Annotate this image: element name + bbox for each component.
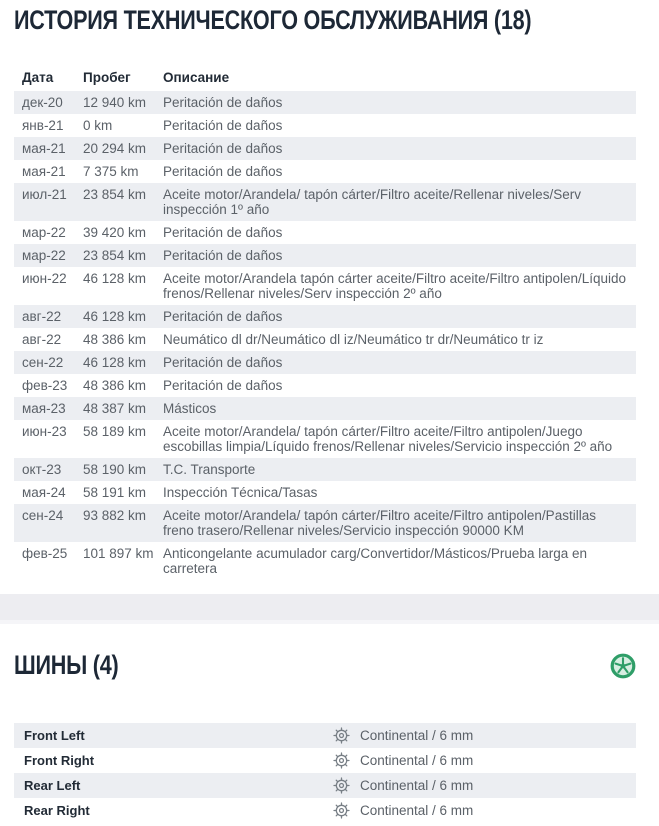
service-date: мая-21	[22, 164, 66, 179]
service-description: Aceite motor/Arandela/ tapón cárter/Filtro aceite/Rellenar niveles/Serv inspección 1º año	[163, 187, 581, 217]
service-date: янв-21	[22, 118, 64, 133]
service-date: авг-22	[22, 332, 62, 347]
gear-icon	[333, 727, 350, 744]
gear-icon	[333, 802, 350, 819]
service-description: Aceite motor/Arandela tapón cárter aceite/Filtro aceite/Filtro antipolen/Líquido frenos/Rellenar niveles/Serv inspección 2º año	[163, 271, 627, 301]
service-description: Peritación de daños	[163, 164, 283, 179]
service-date: дек-20	[22, 95, 63, 110]
service-date: сен-22	[22, 355, 64, 370]
tires-title: ШИНЫ (4)	[14, 650, 119, 680]
service-history-row	[14, 458, 636, 481]
service-date: мар-22	[22, 225, 66, 240]
tire-row	[14, 723, 636, 748]
service-history-section	[0, 5, 659, 580]
service-mileage: 23 854 km	[83, 187, 147, 202]
service-date: июн-23	[22, 424, 67, 439]
service-description: Peritación de daños	[163, 378, 283, 393]
service-history-row	[14, 481, 636, 504]
tire-value-group	[333, 802, 626, 819]
tires-header	[14, 650, 636, 681]
service-description: Peritación de daños	[163, 95, 283, 110]
service-date: мая-21	[22, 141, 66, 156]
service-history-row	[14, 267, 636, 305]
tire-row	[14, 798, 636, 823]
service-history-row	[14, 374, 636, 397]
service-date: авг-22	[22, 309, 62, 324]
service-date: мар-22	[22, 248, 66, 263]
service-mileage: 48 386 km	[83, 378, 147, 393]
service-mileage: 93 882 km	[83, 508, 147, 523]
gear-icon	[333, 777, 350, 794]
tires-section	[0, 650, 659, 823]
service-history-table	[14, 68, 636, 580]
service-mileage: 48 387 km	[83, 401, 147, 416]
service-history-row	[14, 221, 636, 244]
service-description: Aceite motor/Arandela/ tapón cárter/Filtro aceite/Filtro antipolen/Pastillas freno trasero/Rellenar niveles/Servicio inspección 90000 KM	[163, 508, 596, 538]
service-description: T.C. Transporte	[163, 462, 256, 477]
tire-brand-depth: Continental / 6 mm	[360, 803, 474, 818]
service-mileage: 46 128 km	[83, 309, 147, 324]
tire-brand-depth: Continental / 6 mm	[360, 753, 474, 768]
service-date: фев-25	[22, 546, 68, 561]
service-mileage: 46 128 km	[83, 355, 147, 370]
wheel-icon	[610, 653, 636, 679]
column-header-mileage: Пробег	[83, 70, 131, 85]
service-date: июн-22	[22, 271, 67, 286]
service-description: Anticongelante acumulador carg/Convertidor/Másticos/Prueba larga en carretera	[163, 546, 587, 576]
tire-row	[14, 748, 636, 773]
service-description: Peritación de daños	[163, 355, 283, 370]
service-history-row	[14, 244, 636, 267]
service-mileage: 7 375 km	[83, 164, 139, 179]
service-mileage: 20 294 km	[83, 141, 147, 156]
service-description: Neumático dl dr/Neumático dl iz/Neumático tr dr/Neumático tr iz	[163, 332, 544, 347]
service-history-row	[14, 137, 636, 160]
service-history-row	[14, 420, 636, 458]
service-history-row	[14, 397, 636, 420]
service-history-row	[14, 114, 636, 137]
vehicle-report-page	[0, 5, 659, 823]
service-history-row	[14, 351, 636, 374]
service-description: Peritación de daños	[163, 141, 283, 156]
service-mileage: 58 190 km	[83, 462, 147, 477]
service-history-row	[14, 91, 636, 114]
service-date: окт-23	[22, 462, 62, 477]
service-history-row	[14, 305, 636, 328]
service-history-row	[14, 542, 636, 580]
tire-position: Front Left	[24, 728, 85, 743]
service-mileage: 48 386 km	[83, 332, 147, 347]
gear-icon	[333, 752, 350, 769]
service-mileage: 0 km	[83, 118, 113, 133]
column-header-description: Описание	[163, 70, 230, 85]
service-description: Peritación de daños	[163, 225, 283, 240]
service-history-row	[14, 160, 636, 183]
service-history-row	[14, 504, 636, 542]
service-history-title: ИСТОРИЯ ТЕХНИЧЕСКОГО ОБСЛУЖИВАНИЯ (18)	[14, 5, 532, 35]
tire-row	[14, 773, 636, 798]
tire-position: Rear Right	[24, 803, 90, 818]
service-description: Másticos	[163, 401, 217, 416]
service-description: Peritación de daños	[163, 118, 283, 133]
service-date: сен-24	[22, 508, 64, 523]
service-description: Peritación de daños	[163, 248, 283, 263]
tire-position: Front Right	[24, 753, 95, 768]
service-history-table-body	[14, 91, 636, 580]
tire-value-group	[333, 752, 626, 769]
service-history-column-headers	[14, 68, 636, 91]
service-mileage: 58 191 km	[83, 485, 147, 500]
service-description: Aceite motor/Arandela/ tapón cárter/Filtro aceite/Filtro antipolen/Juego escobillas limpia/Líquido frenos/Rellenar niveles/Servicio inspección 2º año	[163, 424, 613, 454]
service-mileage: 58 189 km	[83, 424, 147, 439]
tire-brand-depth: Continental / 6 mm	[360, 728, 474, 743]
service-mileage: 46 128 km	[83, 271, 147, 286]
tire-value-group	[333, 727, 626, 744]
tire-position: Rear Left	[24, 778, 81, 793]
service-date: июл-21	[22, 187, 67, 202]
tire-value-group	[333, 777, 626, 794]
service-date: фев-23	[22, 378, 68, 393]
service-date: мая-23	[22, 401, 66, 416]
service-history-row	[14, 183, 636, 221]
service-mileage: 23 854 km	[83, 248, 147, 263]
service-description: Inspección Técnica/Tasas	[163, 485, 318, 500]
service-description: Peritación de daños	[163, 309, 283, 324]
tires-table	[14, 723, 636, 823]
service-history-row	[14, 328, 636, 351]
section-divider	[0, 594, 659, 624]
tire-brand-depth: Continental / 6 mm	[360, 778, 474, 793]
service-mileage: 101 897 km	[83, 546, 154, 561]
service-mileage: 12 940 km	[83, 95, 147, 110]
service-history-header	[14, 5, 651, 36]
column-header-date: Дата	[22, 70, 54, 85]
service-date: мая-24	[22, 485, 66, 500]
service-mileage: 39 420 km	[83, 225, 147, 240]
